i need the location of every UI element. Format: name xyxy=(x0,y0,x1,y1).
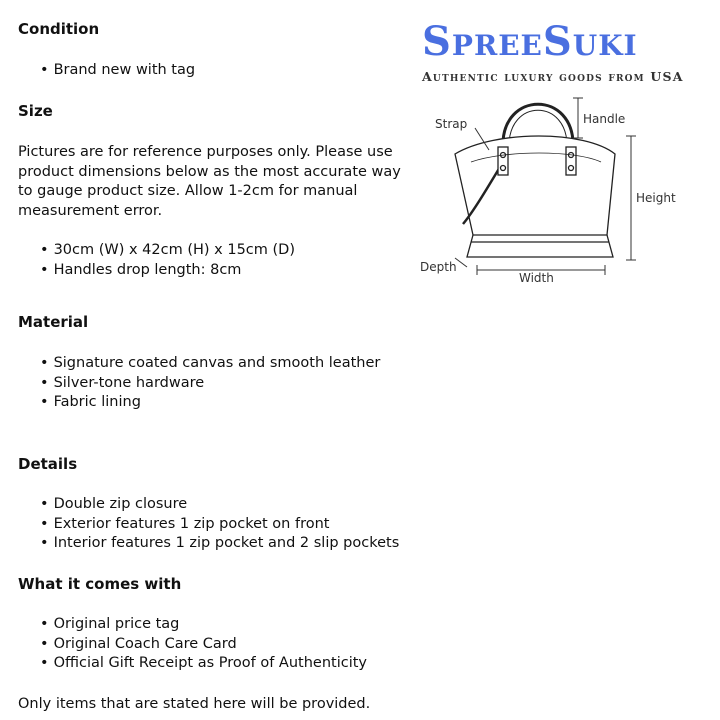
diagram-label-handle: Handle xyxy=(583,112,626,126)
list-item: • Official Gift Receipt as Proof of Authenticity xyxy=(40,654,367,674)
bag-dimension-diagram xyxy=(415,92,715,287)
list-item: • 30cm (W) x 42cm (H) x 15cm (D) xyxy=(40,241,295,261)
material-heading: Material xyxy=(18,313,89,331)
list-item: • Interior features 1 zip pocket and 2 slip pockets xyxy=(40,534,399,554)
diagram-label-width: Width xyxy=(519,271,554,285)
list-item: • Exterior features 1 zip pocket on front xyxy=(40,515,399,535)
size-heading: Size xyxy=(18,102,53,120)
list-item: • Silver-tone hardware xyxy=(40,374,380,394)
comes-with-heading: What it comes with xyxy=(18,575,182,593)
list-item: • Original Coach Care Card xyxy=(40,635,367,655)
list-item: • Handles drop length: 8cm xyxy=(40,261,295,281)
logo-tagline: Authentic luxury goods from USA xyxy=(422,69,684,84)
diagram-label-strap: Strap xyxy=(435,117,468,131)
brand-logo xyxy=(422,12,718,84)
size-list xyxy=(40,241,295,280)
footer-note: Only items that are stated here will be provided. xyxy=(18,696,371,712)
list-item: • Original price tag xyxy=(40,615,367,635)
details-list xyxy=(40,495,399,554)
list-item: • Double zip closure xyxy=(40,495,399,515)
details-heading: Details xyxy=(18,455,78,473)
list-item: • Fabric lining xyxy=(40,393,380,413)
diagram-label-height: Height xyxy=(636,191,676,205)
diagram-label-depth: Depth xyxy=(420,260,457,274)
size-intro: Pictures are for reference purposes only. Please use product dimensions below as the most accurate way to gauge product size. Allow 1-2cm for manual measurement error. xyxy=(18,144,401,219)
list-item: • Brand new with tag xyxy=(40,61,195,81)
condition-heading: Condition xyxy=(18,20,100,38)
comes-with-list xyxy=(40,615,367,674)
list-item: • Signature coated canvas and smooth leather xyxy=(40,354,380,374)
material-list xyxy=(40,354,380,413)
logo-wordmark: SpreeSuki xyxy=(422,18,638,65)
condition-list xyxy=(40,61,195,81)
